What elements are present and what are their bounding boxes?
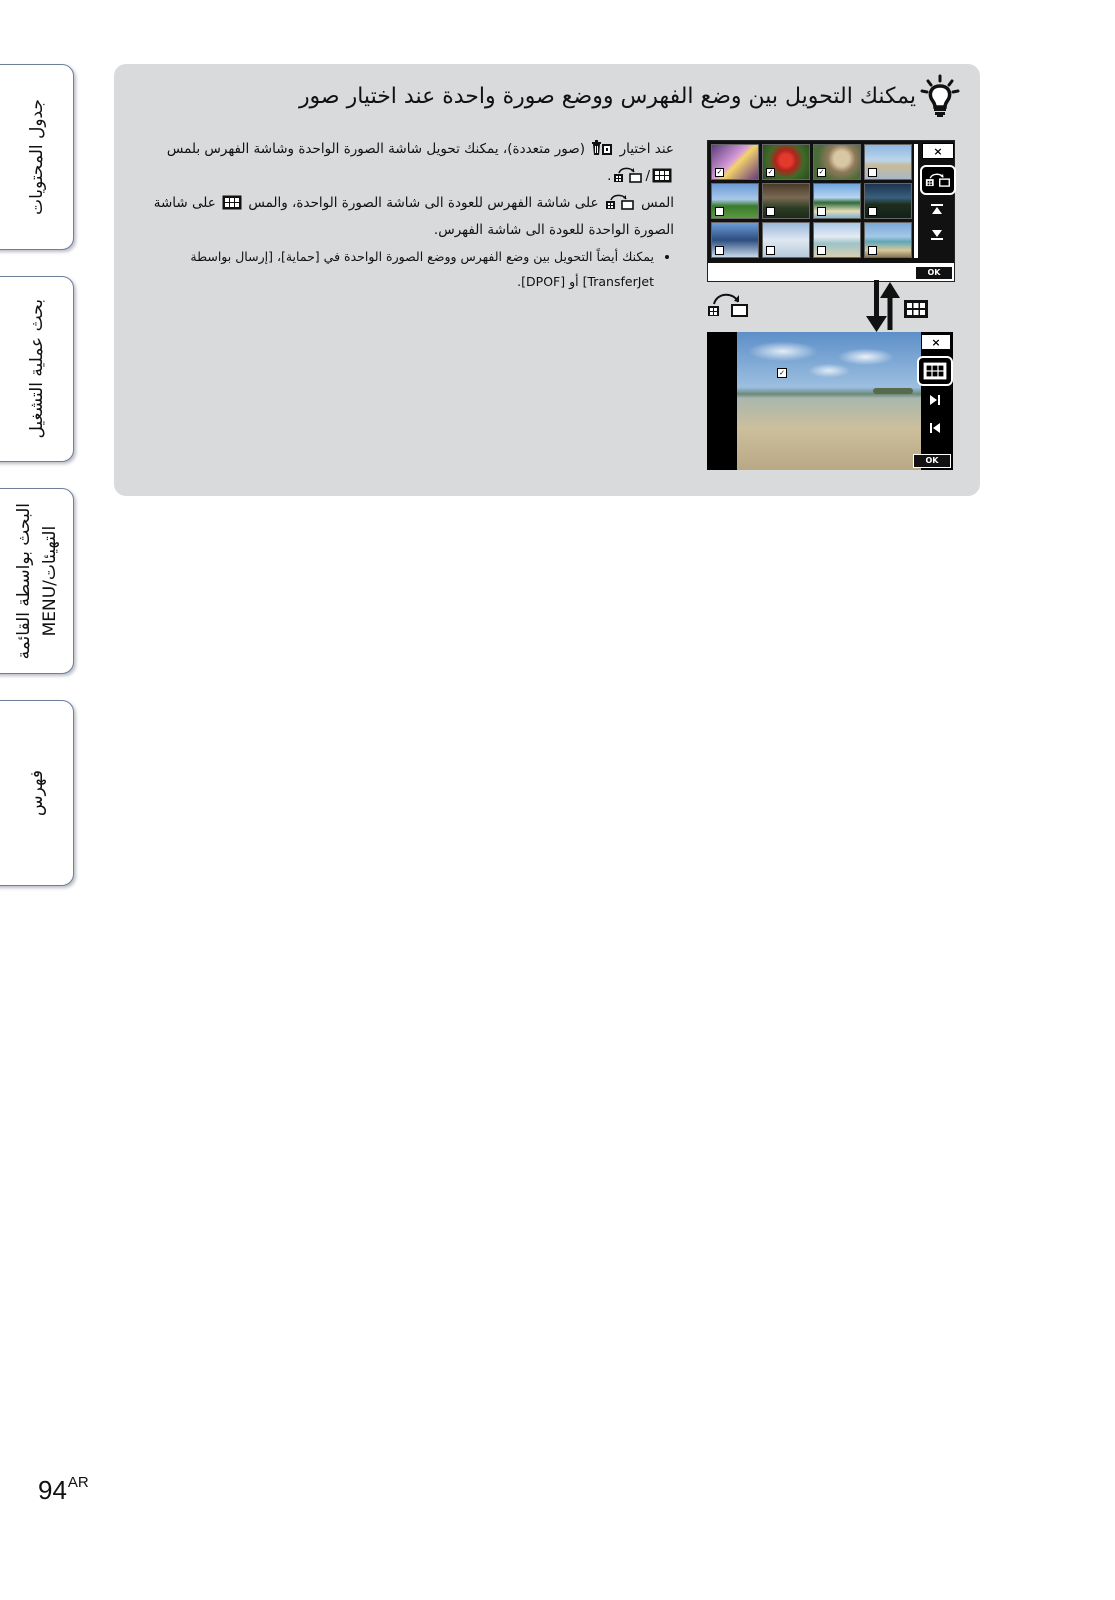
thumbnail[interactable] [813,144,861,180]
thumbnail-checkbox-checked[interactable]: ✓ [818,168,825,176]
next-icon [929,394,941,406]
side-tab-operation-search[interactable] [0,276,74,462]
side-tab-label: فهرس [27,769,47,817]
scroll-bottom-button[interactable] [922,225,952,245]
ok-button[interactable]: OK [913,454,951,468]
tip-text-fragment: المس [641,195,674,211]
ok-button[interactable]: OK [916,267,952,279]
previous-image-button[interactable] [921,418,949,438]
tip-text-fragment: على شاشة الصورة الواحدة للعودة الى شاشة الفهرس. [153,195,674,238]
thumbnail[interactable] [864,222,912,258]
scrollbar[interactable] [914,144,918,258]
island [873,388,913,394]
thumbnail-checkbox[interactable] [817,207,826,216]
thumbnail-checkbox[interactable] [766,207,775,216]
single-image-screen-illustration [707,332,953,470]
index-mode-icon [923,362,947,380]
thumbnail[interactable] [864,144,912,180]
side-tab-menu-settings-search[interactable] [0,488,74,674]
to-index-arrow [880,280,960,334]
side-tab-label: بحث عملية التشغيل [27,299,47,439]
thumbnail-checkbox-checked[interactable]: ✓ [767,168,774,176]
tip-title-row [299,72,960,120]
thumbnail-checkbox[interactable] [766,246,775,255]
page-number [38,1474,89,1506]
switch-single-icon [605,194,635,210]
thumbnail-grid [711,144,915,258]
thumbnail-checkbox[interactable] [868,207,877,216]
page-language-suffix: AR [67,1474,89,1491]
photo-checkbox[interactable]: ✓ [777,368,787,378]
scroll-bottom-icon [930,229,944,241]
thumbnail-checkbox[interactable] [868,246,877,255]
index-mode-icon [652,168,672,183]
delete-multiple-icon [591,140,613,156]
switch-single-icon [613,167,643,183]
close-button[interactable]: × [921,334,951,350]
switch-index-button[interactable] [917,356,953,386]
scroll-top-button[interactable] [922,199,952,219]
scroll-top-icon [930,203,944,215]
index-mode-icon [222,195,242,210]
thumbnail[interactable] [762,222,810,258]
thumbnail-checkbox[interactable] [817,246,826,255]
thumbnail-checkbox[interactable] [715,207,724,216]
switch-single-icon [925,171,951,189]
index-status-bar [708,262,954,281]
side-tab-label: جدول المحتويات [27,99,47,215]
tip-body [134,136,674,294]
tip-bullet-list [134,244,674,294]
tip-text-fragment: (صور متعددة)، يمكنك تحويل شاشة الصورة الواحدة وشاشة الفهرس بلمس [166,141,586,157]
thumbnail[interactable] [711,144,759,180]
next-image-button[interactable] [921,390,949,410]
tip-paragraph-1 [134,136,674,190]
thumbnail[interactable] [711,222,759,258]
up-arrow-icon [880,282,900,330]
previous-icon [929,422,941,434]
tip-text-fragment: عند اختيار [619,141,674,157]
thumbnail-checkbox[interactable] [715,246,724,255]
side-tab-label: البحث بواسطة القائمة MENU/التهيئات [14,502,60,660]
switch-single-button[interactable] [920,165,956,195]
tip-paragraph-2 [134,190,674,244]
lightbulb-icon [920,74,960,118]
index-mode-icon [904,300,928,318]
tip-text-fragment: على شاشة الفهرس للعودة الى شاشة الصورة الواحدة، والمس [248,195,599,211]
thumbnail[interactable] [711,183,759,219]
switch-single-icon [708,295,747,316]
thumbnail[interactable] [762,144,810,180]
close-button[interactable]: × [922,143,954,159]
tip-text-fragment: / [645,168,650,184]
tip-text-fragment: . [607,168,612,184]
thumbnail[interactable] [813,183,861,219]
index-control-column [920,141,954,261]
side-tab-index[interactable] [0,700,74,886]
thumbnail[interactable] [762,183,810,219]
thumbnail-checkbox[interactable] [868,168,877,177]
index-screen-illustration [707,140,955,282]
tip-panel [114,64,980,496]
thumbnail[interactable] [813,222,861,258]
thumbnail[interactable] [864,183,912,219]
thumbnail-checkbox-checked[interactable]: ✓ [716,168,723,176]
down-main-arrow-icon [874,280,879,320]
tip-title: يمكنك التحويل بين وضع الفهرس ووضع صورة واحدة عند اختيار صور [298,83,916,109]
tip-bullet: • يمكنك أيضاً التحويل بين وضع الفهرس ووضع الصورة الواحدة في [حماية]، [إرسال بواسطة TransferJet] أو [DPOF]. [134,244,654,294]
side-tab-table-of-contents[interactable] [0,64,74,250]
page-number-value: 94 [38,1475,67,1505]
beach-photo [737,332,921,470]
